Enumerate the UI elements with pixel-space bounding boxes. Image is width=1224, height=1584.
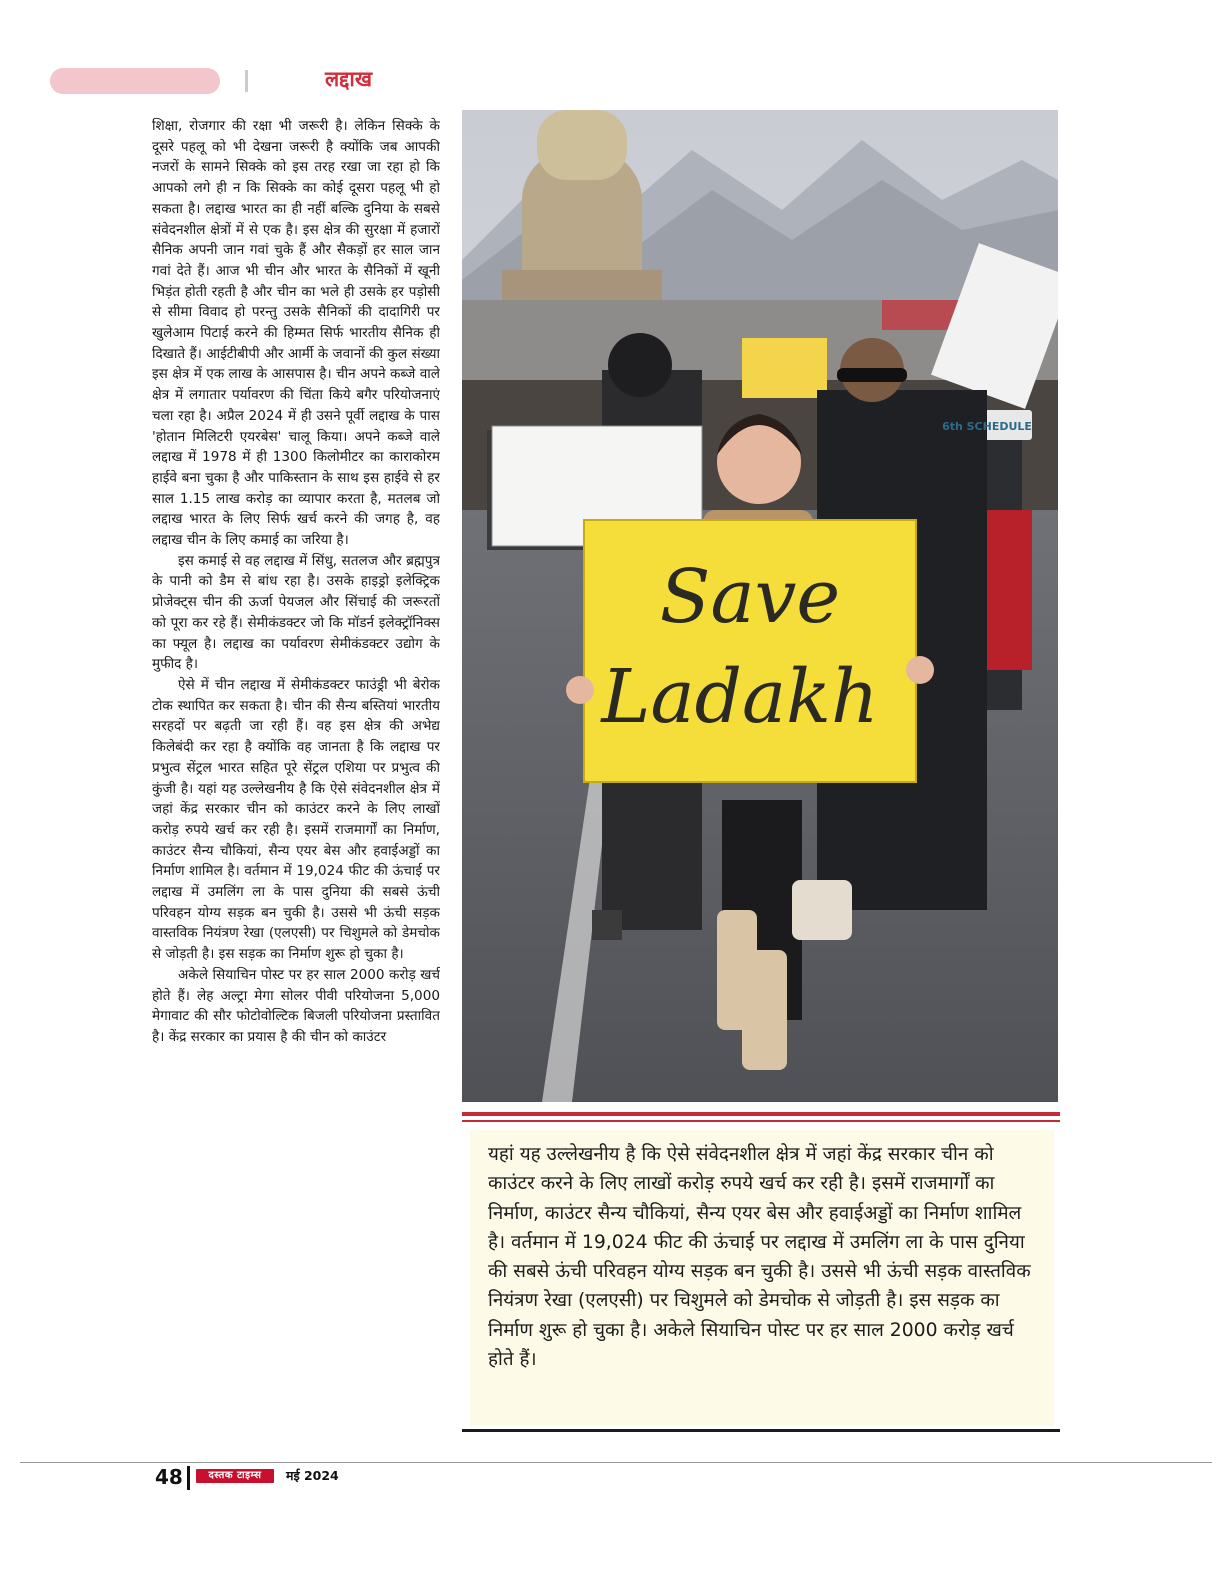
quote-top-rule — [462, 1112, 1060, 1116]
pull-quote-box — [470, 1130, 1054, 1426]
article-body-column — [152, 116, 440, 1446]
magazine-name: दस्तक टाइम्स — [208, 1470, 262, 1481]
magazine-logo — [196, 1469, 274, 1483]
article-paragraph: अकेले सियाचिन पोस्ट पर हर साल 2000 करोड़ खर्च होते हैं। लेह अल्ट्रा मेगा सोलर पीवी परियोजना 5,000 मेगावाट की सौर फोटोवोल्टिक बिजली परियोजना प्रस्तावित है। केंद्र सरकार का प्रयास है की चीन को काउंटर — [152, 966, 440, 1045]
placard-text-ladakh: Ladakh — [601, 654, 879, 740]
footer-rule — [20, 1462, 1212, 1463]
pull-quote-text: यहां यह उल्लेखनीय है कि ऐसे संवेदनशील क्षेत्र में जहां केंद्र सरकार चीन को काउंटर करने के लिए लाखों करोड़ रुपये खर्च कर रही है। इसमें राजमार्गों का निर्माण, काउंटर सैन्य चौकियां, सैन्य एयर बेस और हवाईअड्डों का निर्माण शामिल है। वर्तमान में 19,024 फीट की ऊंचाई पर लद्दाख में उमलिंग ला के पास दुनिया की सबसे ऊंची परिवहन योग्य सड़क बन चुकी है। उससे भी ऊंची सड़क वास्तविक नियंत्रण रेखा (एलएसी) पर चिशुमले को डेमचोक से जोड़ती है। इस सड़क का निर्माण शुरू हो चुका है। अकेले सियाचिन पोस्ट पर हर साल 2000 करोड़ खर्च होते हैं। — [488, 1144, 1031, 1371]
page-number: 48 — [155, 1465, 183, 1489]
header-decoration-pill — [50, 68, 220, 94]
issue-date: मई 2024 — [286, 1468, 339, 1483]
placard-text-save: Save — [659, 554, 841, 640]
article-paragraph: इस कमाई से वह लद्दाख में सिंधु, सतलज और ब्रह्मपुत्र के पानी को डैम से बांध रहा है। उसके हाइड्रो इलेक्ट्रिक प्रोजेक्ट्स चीन की ऊर्जा पेयजल और सिंचाई की जरूरतों को पूरा कर रहे हैं। सेमीकंडक्टर जो कि मॉडर्न इलेक्ट्रॉनिक्स का फ्यूल है। लद्दाख का पर्यावरण सेमीकंडक्टर उद्योग के मुफीद है। — [152, 552, 440, 673]
quote-top-rule-thin — [462, 1120, 1060, 1122]
article-paragraph: शिक्षा, रोजगार की रक्षा भी जरूरी है। लेकिन सिक्के के दूसरे पहलू को भी देखना जरूरी है क्योंकि जब आपकी नजरों के सामने सिक्के को इस तरह रखा जा रहा हो कि आपको लगे ही न कि सिक्के का कोई दूसरा पहलू भी हो सकता है। लद्दाख भारत का ही नहीं बल्कि दुनिया के सबसे संवेदनशील क्षेत्रों में से एक है। इस क्षेत्र की सुरक्षा में हजारों सैनिक अपनी जान गवां चुके हैं और सैकड़ों हर साल जान गवां देते हैं। आज भी चीन और भारत के सैनिकों में खूनी भिड़ंत होती रहती है और चीन का भले ही उसके हर पड़ोसी से सीमा विवाद हो परन्तु उसके सैनिकों की दादागिरी पर खुलेआम पिटाई करने की हिम्मत सिर्फ भारतीय सैनिक ही दिखाते हैं। आईटीबीपी और आर्मी के जवानों की कुल संख्या इस क्षेत्र में एक लाख के आसपास है। चीन अपने कब्जे वाले क्षेत्र में लगातार पर्यावरण की चिंता किये बगैर परियोजनाएं चला रहा है। अप्रैल 2024 में ही उसने पूर्वी लद्दाख के पास 'होतान मिलिटरी एयरबेस' चालू किया। अपने कब्जे वाले लद्दाख में 1978 में ही 1300 किलोमीटर का काराकोरम हाईवे बना चुका है और पाकिस्तान के साथ इस हाईवे से हर साल 1.15 लाख करोड़ का व्यापार करता है, मतलब जो लद्दाख भारत के लिए सिर्फ खर्च करने की जगह है, वह लद्दाख चीन के लिए कमाई का जरिया है। — [152, 118, 440, 549]
header-divider — [245, 70, 248, 92]
section-title: लद्दाख — [325, 67, 373, 91]
article-paragraph: ऐसे में चीन लद्दाख में सेमीकंडक्टर फाउंड्री भी बेरोक टोक स्थापित कर सकता है। चीन की सैन्य बस्तियां भारतीय सरहदों पर बढ़ती जा रही हैं। वह इस क्षेत्र की अभेद्य किलेबंदी कर रहा है क्योंकि वह जानता है कि लद्दाख पर प्रभुत्व सेंट्रल भारत सहित पूरे सेंट्रल एशिया पर प्रभुत्व की कुंजी है। यहां यह उल्लेखनीय है कि ऐसे संवेदनशील क्षेत्र में जहां केंद्र सरकार चीन को काउंटर करने के लिए लाखों करोड़ रुपये खर्च कर रही है। इसमें राजमार्गों का निर्माण, काउंटर सैन्य चौकियां, सैन्य एयर बेस और हवाईअड्डों का निर्माण शामिल है। वर्तमान में 19,024 फीट की ऊंचाई पर लद्दाख में उमलिंग ला के पास दुनिया की सबसे ऊंची परिवहन योग्य सड़क बन चुकी है। उससे भी ऊंची सड़क वास्तविक नियंत्रण रेखा (एलएसी) पर चिशुमले को डेमचोक से जोड़ती है। इस सड़क का निर्माण शुरू हो चुका है। — [152, 676, 440, 963]
article-photo — [462, 110, 1058, 1102]
quote-bottom-rule — [462, 1429, 1060, 1432]
small-placard-text: 6th SCHEDULE — [942, 420, 1032, 433]
footer-divider — [187, 1466, 190, 1490]
